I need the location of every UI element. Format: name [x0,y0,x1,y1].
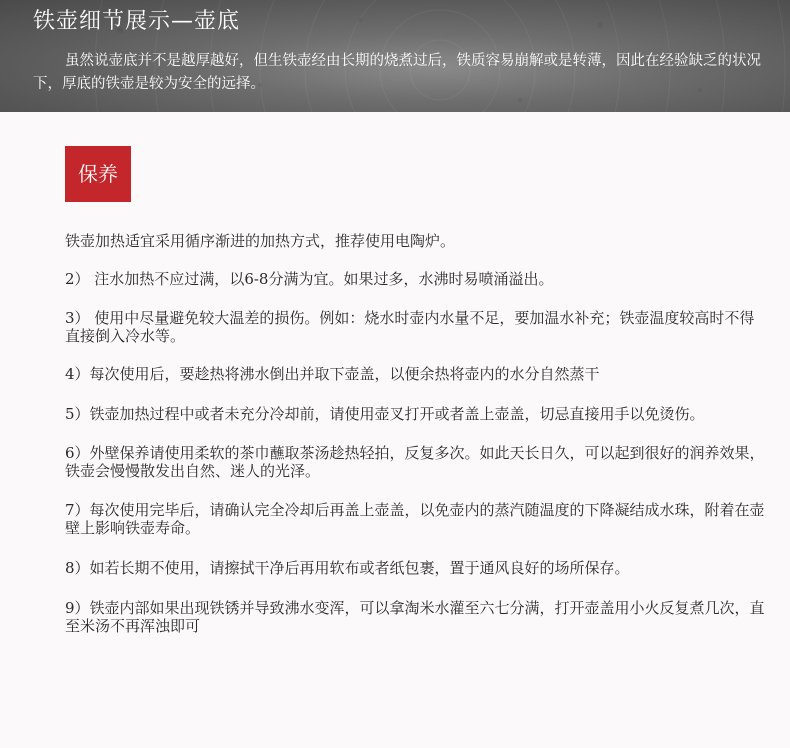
page-title: 铁壶细节展示—壶底 [33,9,241,34]
care-item-4: 4）每次使用后，要趁热将沸水倒出并取下壶盖，以便余热将壶内的水分自然蒸干 [65,365,600,383]
care-item-6: 6）外壁保养请使用柔软的茶巾蘸取茶汤趁热轻拍，反复多次。如此天长日久，可以起到很好的润养效果，铁壶会慢慢散发出自然、迷人的光泽。 [65,444,765,480]
care-item-1: 铁壶加热适宜采用循序渐进的加热方式，推荐使用电陶炉。 [65,232,456,250]
care-item-3: 3） 使用中尽量避免较大温差的损伤。例如：烧水时壶内水量不足，要加温水补充；铁壶温度较高时不得直接倒入冷水等。 [65,309,755,345]
care-item-2: 2） 注水加热不应过满，以6-8分满为宜。如果过多，水沸时易喷涌溢出。 [65,270,554,288]
header-description: 虽然说壶底并不是越厚越好，但生铁壶经由长期的烧煮过后，铁质容易崩解或是转薄，因此在经验缺乏的状况下，厚底的铁壶是较为安全的远择。 [33,53,761,92]
care-item-5: 5）铁壶加热过程中或者未充分冷却前，请使用壶叉打开或者盖上壶盖，切忌直接用手以免烫伤。 [65,405,705,423]
care-item-8: 8）如若长期不使用，请擦拭干净后再用软布或者纸包裹，置于通风良好的场所保存。 [65,559,630,577]
care-instructions-list [65,232,765,635]
care-item-9: 9）铁壶内部如果出现铁锈并导致沸水变浑，可以拿淘米水灌至六七分满，打开壶盖用小火反复煮几次，直至米汤不再浑浊即可 [65,599,765,635]
section-tag: 保养 [65,146,131,202]
care-item-7: 7）每次使用完毕后，请确认完全冷却后再盖上壶盖，以免壶内的蒸汽随温度的下降凝结成水珠，附着在壶壁上影响铁壶寿命。 [65,501,765,537]
header-banner [0,0,790,112]
